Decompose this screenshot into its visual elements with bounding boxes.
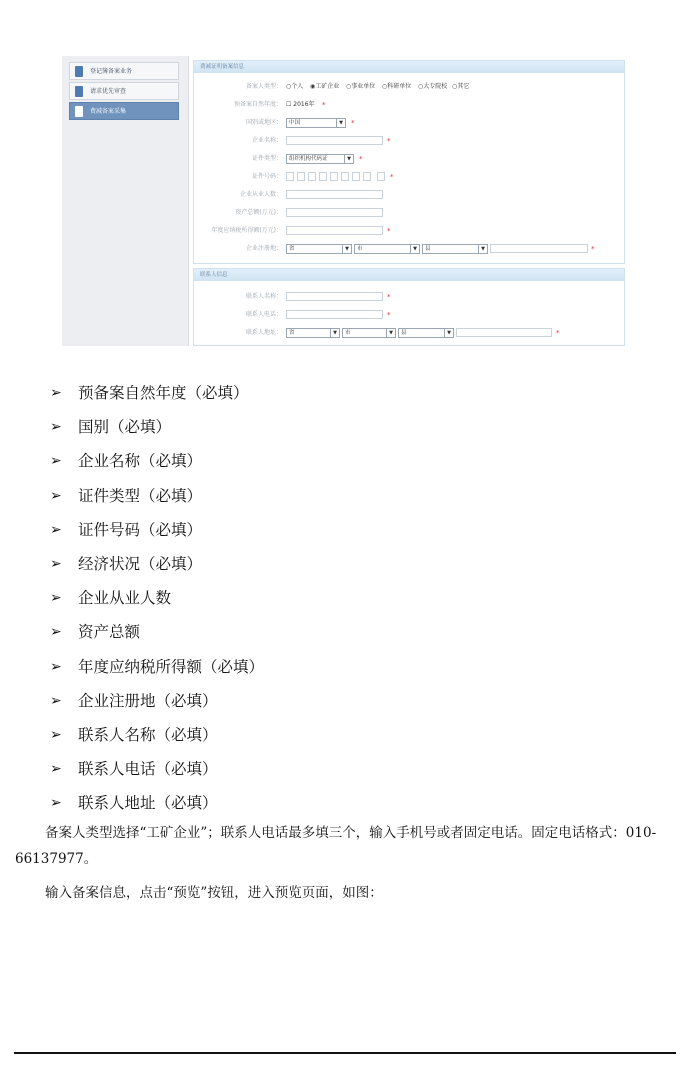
contact-address-label: 联系人地址： [245,329,282,336]
field-list [50,376,264,820]
reg-address-input[interactable] [490,244,588,253]
cert-no-cell[interactable] [308,172,316,181]
cert-no-cell[interactable] [286,172,294,181]
chevron-down-icon: ▼ [444,329,453,337]
assets-input[interactable] [286,208,383,217]
cert-type-select[interactable]: 组织机构代码证 ▼ [286,154,354,164]
required-mark: * [556,329,560,337]
contact-county-select[interactable]: 县 ▼ [398,328,454,338]
sidebar-item-fee-reduction[interactable] [69,102,179,120]
cert-no-cell[interactable] [352,172,360,181]
list-item: ➢ 国别（必填） [50,410,264,444]
cert-no-cell[interactable] [377,172,385,181]
reg-place-label: 企业注册地： [245,245,282,252]
list-item: ➢ 企业从业人数 [50,581,264,615]
document-icon [75,66,83,77]
required-mark: * [387,227,391,235]
country-select[interactable]: 中国 ▼ [286,118,346,128]
arrow-bullet-icon: ➢ [50,624,62,641]
chevron-down-icon: ▼ [410,245,419,253]
contact-province-select[interactable]: 省 ▼ [286,328,340,338]
sidebar-item-label: 费减备案采集 [90,108,127,115]
cert-no-cell[interactable] [363,172,371,181]
company-name-label: 企业名称： [251,137,282,144]
tax-row [194,225,624,237]
embedded-screenshot [62,56,627,346]
contact-phone-row [194,309,624,321]
required-mark: * [390,173,394,181]
chevron-down-icon: ▼ [386,329,395,337]
list-item: ➢ 联系人地址（必填） [50,786,264,820]
panel-title: 联系人信息 [194,269,624,281]
cert-no-cell[interactable] [330,172,338,181]
filer-type-option-industrial[interactable]: ◉工矿企业 [310,83,340,90]
list-item: ➢ 企业注册地（必填） [50,684,264,718]
required-mark: * [387,311,391,319]
arrow-bullet-icon: ➢ [50,453,62,470]
arrow-bullet-icon: ➢ [50,521,62,538]
footer-divider [14,1052,676,1054]
cert-type-label: 证件类型： [251,155,282,162]
list-item: ➢ 资产总额 [50,615,264,649]
list-item: ➢ 年度应纳税所得额（必填） [50,650,264,684]
contact-name-label: 联系人名称： [245,293,282,300]
arrow-bullet-icon: ➢ [50,385,62,401]
required-mark: * [322,101,326,109]
document-icon [75,106,83,117]
country-row [194,117,624,129]
filer-type-row [194,81,624,93]
company-name-input[interactable] [286,136,383,145]
cert-no-cell[interactable] [341,172,349,181]
sidebar-item-label: 登记簿备案业务 [90,68,133,75]
list-item: ➢ 企业名称（必填） [50,444,264,478]
assets-label: 资产总额(万元)： [235,209,282,216]
contact-phone-input[interactable] [286,310,383,319]
arrow-bullet-icon: ➢ [50,658,62,675]
year-row [194,99,624,111]
filing-info-panel [193,60,625,264]
tax-input[interactable] [286,226,383,235]
contact-name-input[interactable] [286,292,383,301]
company-name-row [194,135,624,147]
arrow-bullet-icon: ➢ [50,419,62,436]
filer-type-option-individual[interactable]: ○个人 [286,83,304,90]
required-mark: * [387,137,391,145]
employees-label: 企业从业人数： [239,191,282,198]
arrow-bullet-icon: ➢ [50,590,62,607]
year-label: 预备案自然年度： [233,101,282,108]
list-item: ➢ 经济状况（必填） [50,547,264,581]
filer-type-option-college[interactable]: ○大专院校 [418,83,448,90]
required-mark: * [387,293,391,301]
required-mark: * [359,155,363,163]
chevron-down-icon: ▼ [330,329,339,337]
arrow-bullet-icon: ➢ [50,726,62,743]
tax-label: 年度应纳税所得额(万元)： [211,227,282,234]
list-item: ➢ 联系人电话（必填） [50,752,264,786]
reg-city-select[interactable]: 市 ▼ [354,244,420,254]
chevron-down-icon: ▼ [342,245,351,253]
contact-address-input[interactable] [456,328,552,337]
panel-title: 费减证明备案信息 [194,61,624,73]
sidebar [62,56,189,346]
chevron-down-icon: ▼ [478,245,487,253]
year-checkbox[interactable]: ☐ 2016年 [286,101,315,108]
filer-type-label: 备案人类型： [245,83,282,90]
arrow-bullet-icon: ➢ [50,795,62,812]
contact-info-panel [193,268,625,346]
contact-address-row [194,327,624,339]
employees-input[interactable] [286,190,383,199]
cert-type-row [194,153,624,165]
cert-no-row [194,171,624,183]
filer-type-option-research[interactable]: ○科研单位 [382,83,412,90]
sidebar-item-registration[interactable] [69,62,179,80]
filer-type-option-other[interactable]: ○其它 [452,83,470,90]
cert-no-cell[interactable] [319,172,327,181]
required-mark: * [591,245,595,253]
list-item: ➢ 证件类型（必填） [50,479,264,513]
sidebar-item-priority-review[interactable] [69,82,179,100]
sidebar-item-label: 请求优先审查 [90,88,127,95]
document-icon [75,86,83,97]
list-item: ➢ 证件号码（必填） [50,513,264,547]
contact-city-select[interactable]: 市 ▼ [342,328,396,338]
filer-type-option-institution[interactable]: ○事业单位 [346,83,376,90]
contact-phone-label: 联系人电话： [245,311,282,318]
required-mark: * [351,119,355,127]
chevron-down-icon: ▼ [336,119,345,127]
list-item: ➢ 联系人名称（必填） [50,718,264,752]
contact-name-row [194,291,624,303]
arrow-bullet-icon: ➢ [50,761,62,778]
cert-no-cell[interactable] [297,172,305,181]
body-paragraph: 输入备案信息，点击“预览”按钮，进入预览页面，如图： [45,885,383,901]
arrow-bullet-icon: ➢ [50,487,62,504]
arrow-bullet-icon: ➢ [50,692,62,709]
reg-county-select[interactable]: 县 ▼ [422,244,488,254]
cert-no-label: 证件号码： [251,173,282,180]
reg-place-row [194,243,624,255]
employees-row [194,189,624,201]
assets-row [194,207,624,219]
list-item: ➢ 预备案自然年度（必填） [50,376,264,410]
reg-province-select[interactable]: 省 ▼ [286,244,352,254]
chevron-down-icon: ▼ [344,155,353,163]
body-paragraph: 备案人类型选择“工矿企业”；联系人电话最多填三个，输入手机号或者固定电话。固定电话格式：010-66137977。 [15,825,657,867]
arrow-bullet-icon: ➢ [50,555,62,572]
country-label: 国别或地区： [245,119,282,126]
